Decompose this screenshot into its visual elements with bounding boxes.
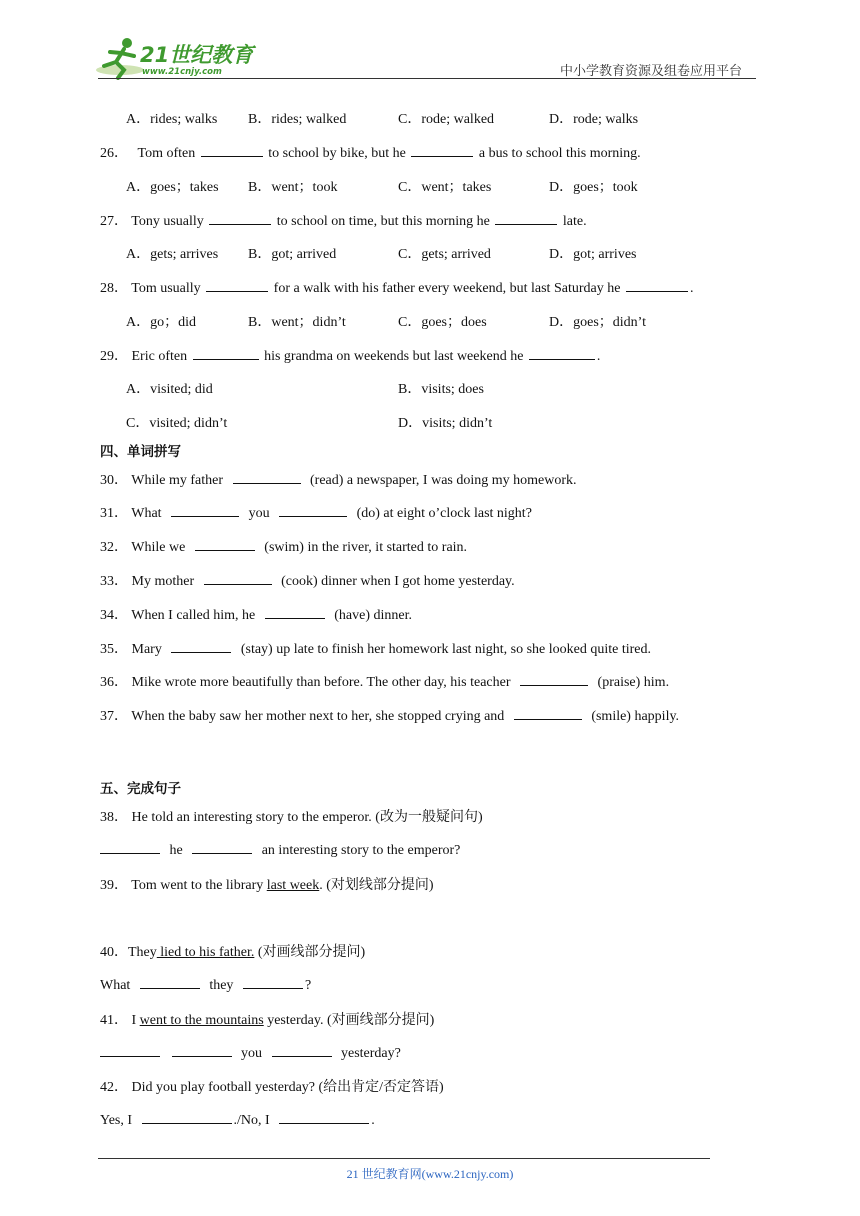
q25-option-b: B．rides; walked <box>248 112 347 127</box>
answer-blank[interactable] <box>529 346 595 360</box>
q29-option-a: A．visited; did <box>126 382 213 397</box>
answer-blank[interactable] <box>204 571 272 585</box>
question-number: 35． <box>100 642 128 657</box>
logo-url: www.21cnjy.com <box>142 67 222 77</box>
question-text: to school on time, but this morning he <box>276 214 490 229</box>
question-42 <box>100 1076 444 1096</box>
question-text: (have) dinner. <box>334 608 413 623</box>
answer-blank[interactable] <box>520 672 588 686</box>
header-divider <box>98 78 756 79</box>
question-38-answer <box>100 840 460 859</box>
question-text: I <box>131 1013 137 1028</box>
question-text: Did you play football yesterday? (给出肯定/否定答语) <box>131 1080 444 1095</box>
question-text: Eric often <box>131 349 188 364</box>
answer-text: Yes, I <box>100 1113 133 1128</box>
answer-text: ? <box>304 978 312 993</box>
question-number: 39． <box>100 878 128 893</box>
answer-blank[interactable] <box>495 211 557 225</box>
answer-blank[interactable] <box>206 278 268 292</box>
question-text: to school by bike, but he <box>268 146 406 161</box>
question-text: They <box>128 945 157 960</box>
answer-text: they <box>209 978 234 993</box>
logo-text: 21世纪教育 <box>140 43 254 67</box>
question-32 <box>100 536 467 556</box>
question-number: 37． <box>100 709 128 724</box>
underlined-text: went to the mountains <box>139 1013 264 1028</box>
question-text: (对画线部分提问) <box>254 945 366 960</box>
question-text: Tony usually <box>131 214 204 229</box>
question-35 <box>100 638 651 658</box>
question-text: When I called him, he <box>131 608 256 623</box>
q28-option-a: A．go；did <box>126 315 196 330</box>
question-33 <box>100 570 515 590</box>
question-text: you <box>248 506 270 521</box>
question-30 <box>100 469 577 489</box>
question-number: 42． <box>100 1080 128 1095</box>
question-number: 30． <box>100 473 128 488</box>
q28-option-d: D．goes；didn’t <box>549 315 646 330</box>
question-number: 34． <box>100 608 128 623</box>
question-text: (do) at eight o’clock last night? <box>356 506 532 521</box>
question-number: 36． <box>100 675 128 690</box>
question-text: Mary <box>131 642 162 657</box>
question-number: 27． <box>100 214 128 229</box>
answer-blank[interactable] <box>100 1043 160 1057</box>
q25-option-d: D．rode; walks <box>549 112 639 127</box>
question-40-answer <box>100 975 311 994</box>
answer-blank[interactable] <box>243 975 303 989</box>
answer-blank[interactable] <box>514 706 582 720</box>
q26-option-b: B．went；took <box>248 180 338 195</box>
question-text: Tom went to the library <box>131 878 264 893</box>
question-text: late. <box>562 214 587 229</box>
answer-blank[interactable] <box>201 143 263 157</box>
question-text: . <box>596 349 601 364</box>
question-36 <box>100 671 669 691</box>
question-text: (stay) up late to finish her homework last night, so she looked quite tired. <box>240 642 652 657</box>
question-text: While we <box>131 540 186 555</box>
question-26 <box>100 142 641 162</box>
question-text: a bus to school this morning. <box>478 146 641 161</box>
question-text: When the baby saw her mother next to her, she stopped crying and <box>131 709 505 724</box>
question-40 <box>100 941 365 961</box>
question-38 <box>100 806 483 826</box>
section-heading-4: 四、单词拼写 <box>100 444 181 460</box>
question-number: 28． <box>100 281 128 296</box>
underlined-text: lied to his father. <box>156 945 255 960</box>
question-text: . <box>689 281 694 296</box>
question-number: 26． <box>100 146 128 161</box>
answer-text: What <box>100 978 131 993</box>
answer-blank[interactable] <box>193 346 259 360</box>
question-number: 33． <box>100 574 128 589</box>
platform-title: 中小学教育资源及组卷应用平台 <box>560 63 743 78</box>
q27-option-d: D．got; arrives <box>549 247 637 262</box>
answer-blank[interactable] <box>411 143 473 157</box>
q27-option-b: B．got; arrived <box>248 247 337 262</box>
question-text: (read) a newspaper, I was doing my homework. <box>310 473 577 488</box>
question-number: 29． <box>100 349 128 364</box>
question-text: (praise) him. <box>597 675 670 690</box>
answer-blank[interactable] <box>626 278 688 292</box>
question-29 <box>100 345 600 365</box>
answer-blank[interactable] <box>279 503 347 517</box>
q26-option-d: D．goes；took <box>549 180 638 195</box>
answer-blank[interactable] <box>279 1110 369 1124</box>
runner-logo-icon <box>94 36 264 80</box>
q26-option-c: C．went；takes <box>398 180 492 195</box>
answer-blank[interactable] <box>100 840 160 854</box>
question-42-answer <box>100 1110 375 1129</box>
question-text: his grandma on weekends but last weekend he <box>264 349 524 364</box>
answer-text: he <box>169 843 183 858</box>
answer-blank[interactable] <box>265 605 325 619</box>
question-text: Tom often <box>137 146 196 161</box>
question-39 <box>100 874 434 894</box>
question-41 <box>100 1009 434 1029</box>
answer-blank[interactable] <box>195 537 255 551</box>
q25-option-a: A．rides; walks <box>126 112 218 127</box>
question-41-answer <box>100 1043 401 1062</box>
answer-text: ./No, I <box>233 1113 270 1128</box>
q29-option-b: B．visits; does <box>398 382 484 397</box>
question-text: yesterday. (对画线部分提问) <box>267 1013 435 1028</box>
question-text: My mother <box>131 574 195 589</box>
answer-blank[interactable] <box>142 1110 232 1124</box>
q27-option-a: A．gets; arrives <box>126 247 219 262</box>
question-number: 40． <box>100 945 128 960</box>
answer-text: yesterday? <box>341 1046 401 1061</box>
answer-blank[interactable] <box>233 470 301 484</box>
question-34 <box>100 604 412 624</box>
footer-link[interactable]: 21 世纪教育网(www.21cnjy.com) <box>346 1167 514 1181</box>
q27-option-c: C．gets; arrived <box>398 247 491 262</box>
q28-option-c: C．goes；does <box>398 315 487 330</box>
answer-text: . <box>371 1113 375 1128</box>
footer-divider <box>98 1158 710 1159</box>
question-number: 31． <box>100 506 128 521</box>
site-logo <box>94 36 264 80</box>
question-text: (cook) dinner when I got home yesterday. <box>281 574 515 589</box>
question-text: (swim) in the river, it started to rain. <box>264 540 468 555</box>
question-text: (smile) happily. <box>591 709 680 724</box>
answer-text: an interesting story to the emperor? <box>261 843 461 858</box>
question-text: What <box>131 506 162 521</box>
underlined-text: last week <box>266 878 320 893</box>
question-28 <box>100 277 693 297</box>
answer-blank[interactable] <box>209 211 271 225</box>
answer-blank[interactable] <box>272 1043 332 1057</box>
question-27 <box>100 210 587 230</box>
question-text: He told an interesting story to the emperor. (改为一般疑问句) <box>131 810 483 825</box>
question-number: 41． <box>100 1013 128 1028</box>
q28-option-b: B．went；didn’t <box>248 315 346 330</box>
q29-option-d: D．visits; didn’t <box>398 416 493 431</box>
section-heading-5: 五、完成句子 <box>100 781 181 797</box>
question-37 <box>100 705 679 725</box>
answer-blank[interactable] <box>192 840 252 854</box>
question-text: Mike wrote more beautifully than before. The other day, his teacher <box>131 675 511 690</box>
question-text: for a walk with his father every weekend, but last Saturday he <box>273 281 621 296</box>
question-text: Tom usually <box>131 281 201 296</box>
q29-option-c: C．visited; didn’t <box>126 416 228 431</box>
answer-blank[interactable] <box>172 1043 232 1057</box>
question-text: . (对划线部分提问) <box>319 878 434 893</box>
answer-blank[interactable] <box>140 975 200 989</box>
answer-blank[interactable] <box>171 503 239 517</box>
question-number: 32． <box>100 540 128 555</box>
answer-blank[interactable] <box>171 639 231 653</box>
q25-option-c: C．rode; walked <box>398 112 495 127</box>
q26-option-a: A．goes；takes <box>126 180 219 195</box>
question-31 <box>100 502 532 522</box>
question-text: While my father <box>131 473 223 488</box>
answer-text: you <box>241 1046 262 1061</box>
question-number: 38． <box>100 810 128 825</box>
